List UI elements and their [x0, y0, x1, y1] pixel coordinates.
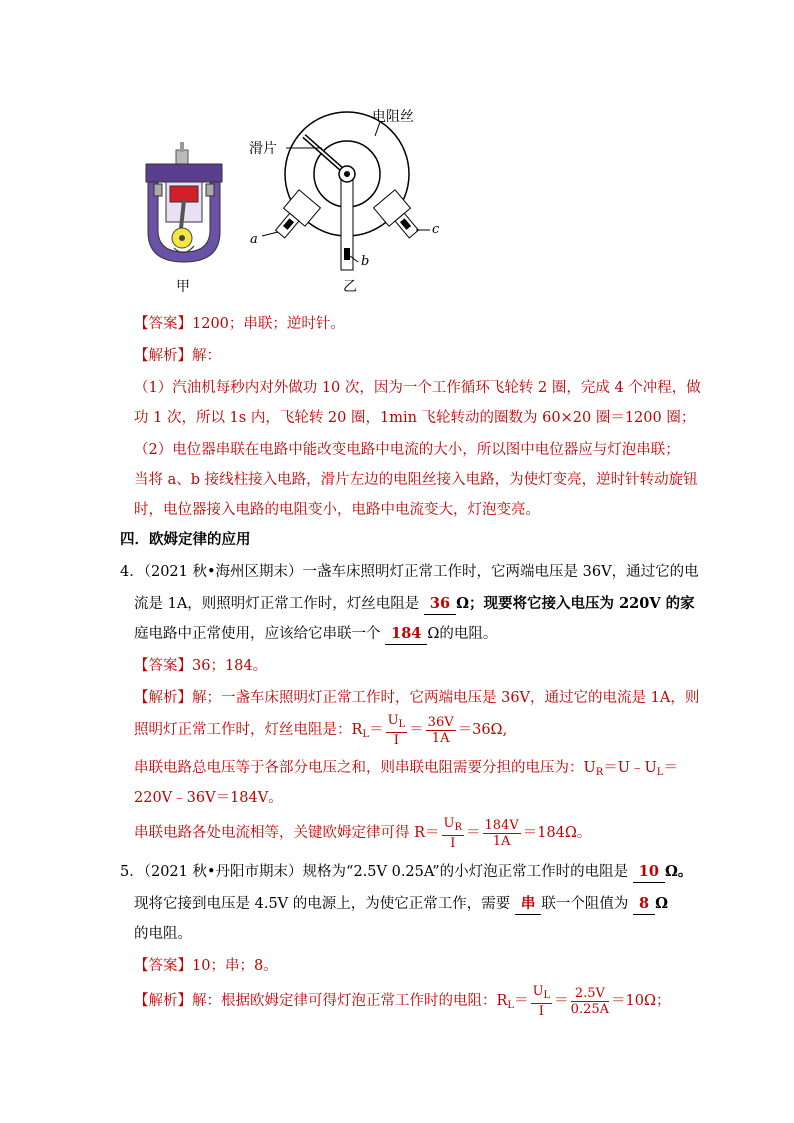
- q3-p2-line1: （2）电位器串联在电路中能改变电路中电流的大小，所以图中电位器应与灯泡串联；: [134, 442, 680, 458]
- analysis-text: 解：根据欧姆定律可得灯泡正常工作时的电阻：R: [192, 993, 508, 1009]
- q4-line2: [134, 594, 695, 615]
- denominator: 1A: [492, 833, 511, 849]
- q5-text: Ω: [655, 895, 668, 912]
- answer-tag: 【答案】: [134, 958, 192, 974]
- equals: ＝: [369, 722, 384, 738]
- q3-p2-line2: 当将 a、b 接线柱接入电路，滑片左边的电阻丝接入电路，为使灯变亮，逆时针转动旋钮: [134, 472, 698, 488]
- q4-answer: [134, 656, 267, 676]
- q4-line1: [120, 562, 699, 582]
- analysis-text: 串联电路总电压等于各部分电压之和，则串联电阻需要分担的电压为：U: [134, 760, 596, 776]
- numerator: 184V: [484, 817, 519, 833]
- q4-blank1: 36: [424, 594, 456, 615]
- subscript: L: [398, 718, 406, 730]
- resistance-wire-label: 电阻丝: [372, 109, 414, 125]
- numerator: U: [387, 712, 399, 728]
- denominator: 0.25A: [570, 1001, 610, 1017]
- subscript: L: [543, 989, 551, 1001]
- q5-blank2: 串: [515, 894, 542, 915]
- q5-line1: [120, 862, 692, 883]
- q4-text: Ω的电阻。: [427, 626, 498, 642]
- q4-text: 流是 1A，则照明灯正常工作时，灯丝电阻是: [134, 596, 420, 612]
- subscript: L: [507, 1000, 515, 1011]
- engine-figure: [140, 140, 230, 270]
- section-title: 四．欧姆定律的应用: [120, 531, 251, 548]
- analysis-text: 解；一盏车床照明灯正常工作时，它两端电压是 36V，通过它的电流是 1A，则: [192, 690, 700, 706]
- equals: ＝: [466, 825, 481, 841]
- q5-text: 联一个阻值为: [541, 896, 629, 912]
- analysis-tag: 【解析】: [134, 348, 192, 364]
- numerator: 2.5V: [571, 986, 609, 1002]
- q4-analysis-line4: 220V﹣36V＝184V。: [134, 790, 283, 806]
- slider-label: 滑片: [249, 141, 277, 157]
- numerator: U: [532, 983, 544, 999]
- analysis-tag: 【解析】: [134, 690, 192, 706]
- analysis-text: ＝U﹣U: [603, 760, 657, 776]
- q3-p1-line1: （1）汽油机每秒内对外做功 10 次，因为一个工作循环飞轮转 2 圈，完成 4 个冲程，做: [134, 380, 701, 396]
- question-number: 4．: [120, 564, 144, 580]
- equals: ＝: [409, 722, 424, 738]
- answer-tag: 【答案】: [134, 316, 192, 332]
- q4-blank2: 184: [385, 624, 427, 645]
- q5-text: Ω。: [664, 863, 693, 880]
- answer-text: 36；184。: [192, 658, 268, 674]
- equals: ＝: [663, 760, 678, 776]
- analysis-tag: 【解析】: [134, 993, 192, 1009]
- terminal-c-label: c: [432, 222, 440, 237]
- fraction: [386, 713, 408, 748]
- figure-yi-label: 乙: [343, 279, 357, 295]
- fraction: [426, 715, 456, 746]
- q4-analysis-line5: [134, 814, 591, 852]
- result: ＝184Ω。: [522, 825, 592, 841]
- q5-line2: [134, 894, 668, 915]
- terminal-b-label: b: [361, 254, 370, 269]
- denominator: I: [538, 1003, 544, 1019]
- q3-analysis-header: [134, 346, 221, 366]
- analysis-lead: 解：: [192, 348, 221, 364]
- q3-p2-line3: 时，电位器接入电路的电阻变小，电路中电流变大，灯泡变亮。: [134, 502, 540, 518]
- q5-answer: [134, 956, 278, 976]
- q5-analysis-line1: [134, 982, 671, 1025]
- denominator: 1A: [431, 730, 450, 746]
- q5-blank1: 10: [633, 862, 665, 883]
- q4-analysis-line2: [134, 712, 507, 753]
- denominator: I: [450, 835, 456, 851]
- q4-text: 庭电路中正常使用，应该给它串联一个: [134, 626, 381, 642]
- q3-p1-line2: 功 1 次，所以 1s 内，飞轮转 20 圈，1min 飞轮转动的圈数为 60×20 圈＝1200 圈；: [134, 410, 696, 426]
- q5-blank3: 8: [633, 894, 655, 915]
- subscript: R: [595, 767, 604, 778]
- answer-text: 10；串；8。: [192, 958, 278, 974]
- q4-line3: [134, 624, 497, 645]
- q3-answer: [134, 314, 345, 334]
- equals: ＝: [514, 993, 529, 1009]
- analysis-text: 照明灯正常工作时，灯丝电阻是：R: [134, 722, 363, 738]
- denominator: I: [393, 732, 399, 748]
- answer-tag: 【答案】: [134, 658, 192, 674]
- figure-jia-label: 甲: [176, 279, 190, 295]
- q5-line3: 的电阻。: [134, 926, 192, 942]
- q4-text: Ω；现要将它接入电压为 220V 的家: [456, 595, 695, 612]
- numerator: 36V: [427, 714, 454, 730]
- subscript: L: [362, 729, 370, 740]
- q5-text: 现将它接到电压是 4.5V 的电源上，为使它正常工作，需要: [134, 896, 511, 912]
- result: ＝36Ω,: [457, 722, 508, 738]
- q4-text: （2021 秋•海州区期末）一盏车床照明灯正常工作时，它两端电压是 36V，通过它的电: [143, 564, 699, 580]
- subscript: L: [656, 767, 664, 778]
- fraction: [531, 984, 553, 1019]
- fraction: [571, 986, 609, 1017]
- fraction: [442, 816, 465, 851]
- equals: ＝: [554, 993, 569, 1009]
- terminal-a-label: a: [250, 232, 258, 247]
- result: ＝10Ω；: [611, 993, 671, 1009]
- answer-text: 1200；串联；逆时针。: [192, 316, 345, 332]
- q4-analysis-line3: [134, 758, 678, 783]
- q4-analysis-line1: [134, 688, 699, 708]
- q5-text: （2021 秋•丹阳市期末）规格为“2.5V 0.25A”的小灯泡正常工作时的电阻是: [143, 864, 629, 880]
- fraction: [483, 818, 521, 849]
- numerator: U: [443, 815, 455, 831]
- analysis-text: 串联电路各处电流相等，关键欧姆定律可得 R＝: [134, 825, 440, 841]
- subscript: R: [454, 821, 463, 833]
- potentiometer-figure: [240, 108, 460, 278]
- question-number: 5．: [120, 864, 144, 880]
